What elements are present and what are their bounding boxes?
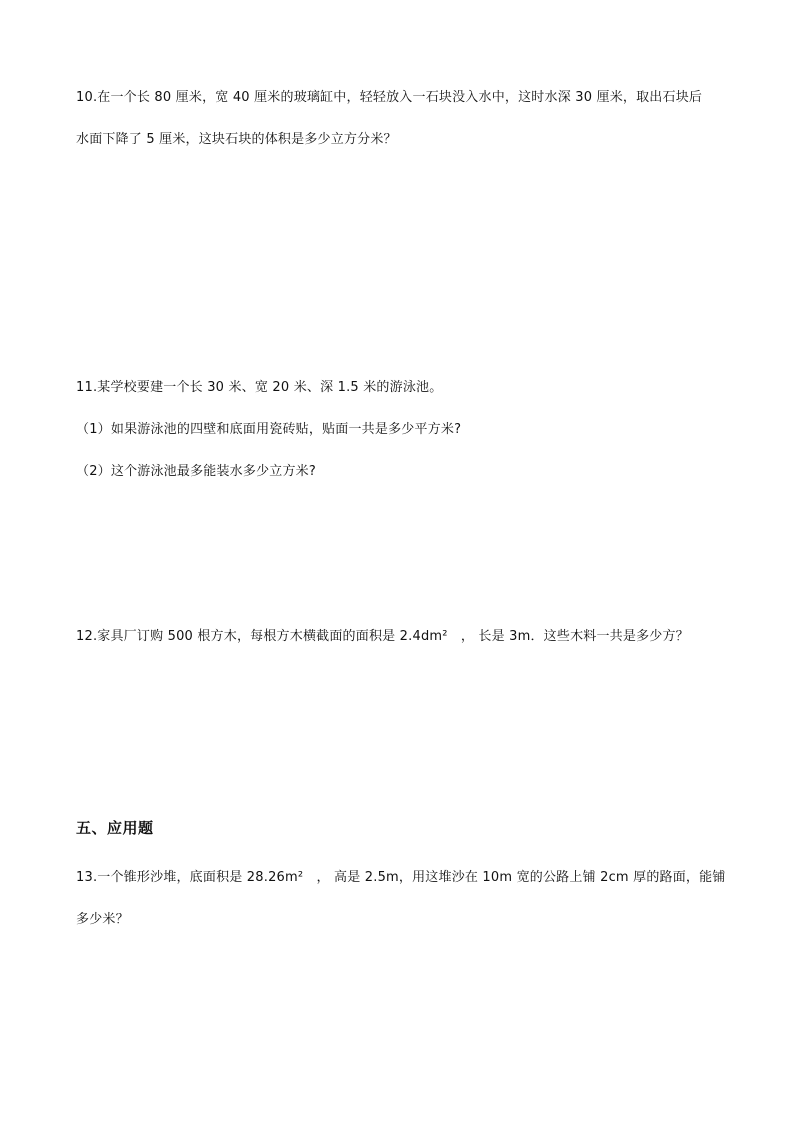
question-13-line-2: 多少米？	[76, 912, 129, 927]
question-10-line-2: 水面下降了 5 厘米，这块石块的体积是多少立方分米？	[76, 132, 397, 147]
section-5-title: 五、应用题	[76, 819, 154, 837]
question-10-line-1: 10.在一个长 80 厘米，宽 40 厘米的玻璃缸中，轻轻放入一石块没入水中，这时水深 30 厘米，取出石块后	[76, 90, 703, 105]
question-11-subquestion-2: （2）这个游泳池最多能装水多少立方米?	[76, 464, 316, 479]
question-13-line-1: 13.一个锥形沙堆，底面积是 28.26m² ， 高是 2.5m，用这堆沙在 10m 宽的公路上铺 2cm 厚的路面，能铺	[76, 870, 726, 885]
question-12-line-1: 12.家具厂订购 500 根方木，每根方木横截面的面积是 2.4dm² ， 长是 3m．这些木料一共是多少方？	[76, 629, 689, 644]
question-11-subquestion-1: （1）如果游泳池的四壁和底面用瓷砖贴，贴面一共是多少平方米?	[76, 422, 462, 437]
question-11-line-1: 11.某学校要建一个长 30 米、宽 20 米、深 1.5 米的游泳池。	[76, 380, 443, 395]
